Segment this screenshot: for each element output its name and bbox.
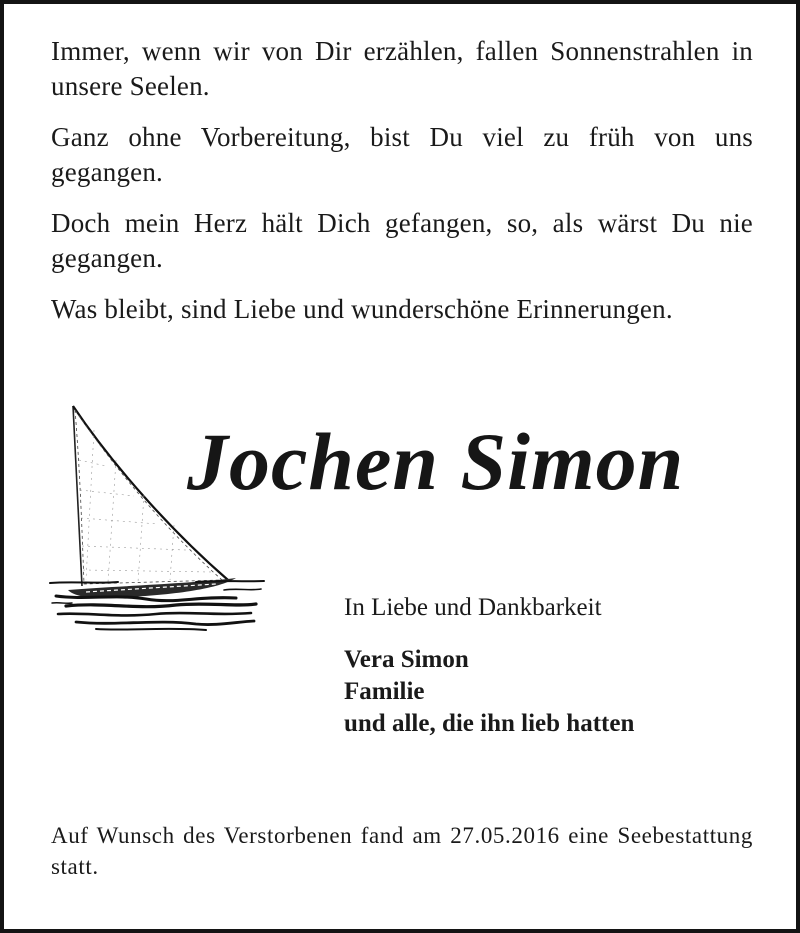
poem-stanza: Immer, wenn wir von Dir erzählen, fallen Sonnenstrahlen in unsere Seelen. — [51, 36, 753, 101]
mourner-name: Vera Simon — [344, 646, 469, 673]
poem-stanza: Ganz ohne Vorbereitung, bist Du viel zu früh von uns gegangen. — [51, 122, 753, 187]
poem-stanza: Was bleibt, sind Liebe und wunderschöne Erinnerungen. — [51, 294, 673, 324]
poem-stanza: Doch mein Herz hält Dich gefangen, so, als wärst Du nie gegangen. — [51, 208, 753, 273]
mourner-name: Familie — [344, 678, 425, 705]
mourner-name: und alle, die ihn lieb hatten — [344, 710, 635, 737]
mourners-list — [344, 644, 634, 740]
memorial-poem — [51, 34, 753, 343]
burial-notice: Auf Wunsch des Verstorbenen fand am 27.05.2016 eine Seebestattung statt. — [51, 823, 753, 879]
deceased-name: Jochen Simon — [187, 416, 685, 507]
dedication-line: In Liebe und Dankbarkeit — [344, 594, 602, 621]
